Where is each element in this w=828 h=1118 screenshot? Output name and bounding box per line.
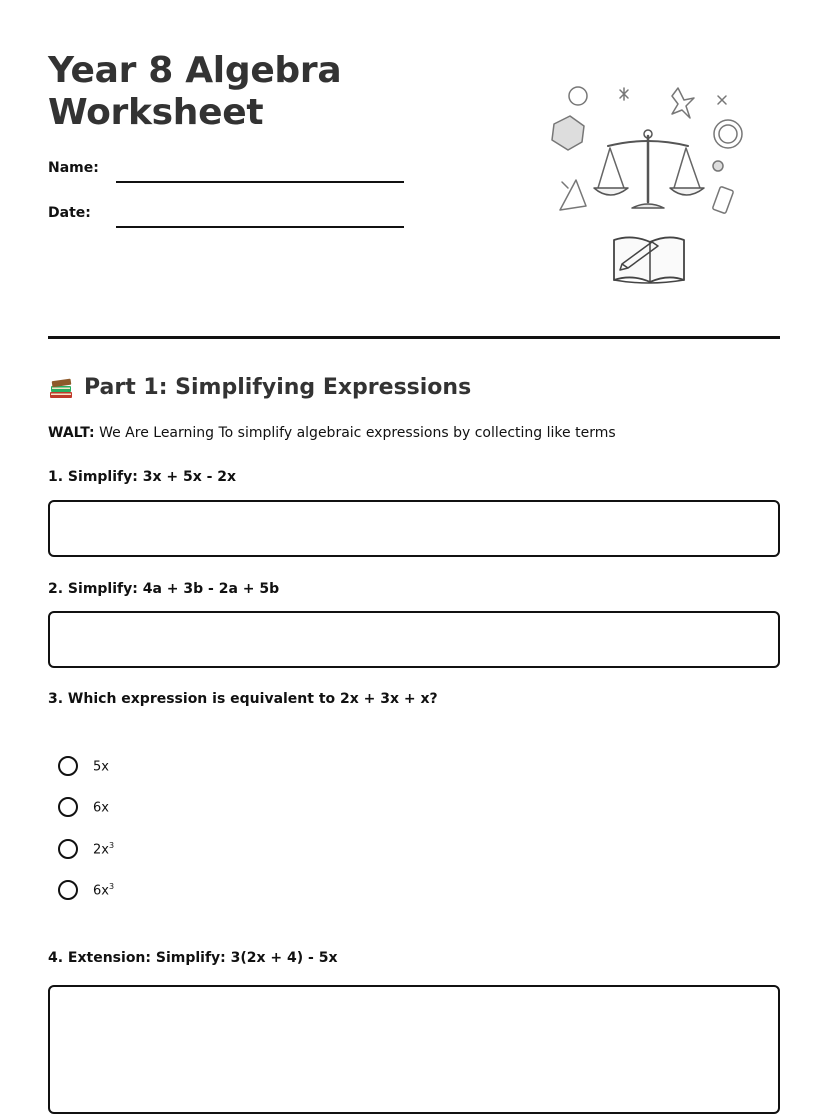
name-input-line[interactable] [116, 181, 404, 183]
option-text [93, 799, 109, 815]
question-2-label: 2. Simplify: 4a + 3b - 2a + 5b [48, 581, 280, 597]
triangle-doodle-icon [560, 180, 586, 210]
date-input-line[interactable] [116, 226, 404, 228]
star-doodle-icon [672, 88, 694, 118]
option-base: 6x [93, 883, 109, 899]
option-exponent: 3 [108, 840, 115, 850]
books-icon [48, 374, 74, 400]
option-base: 6x [93, 800, 109, 816]
option-text [93, 758, 109, 774]
question-4-label: 4. Extension: Simplify: 3(2x + 4) - 5x [48, 950, 338, 966]
ring-doodle-icon [714, 120, 742, 148]
cross-doodle-icon [718, 96, 726, 104]
radio-button[interactable] [58, 756, 78, 776]
radio-button[interactable] [58, 839, 78, 859]
radio-button[interactable] [58, 797, 78, 817]
question-3-option-3[interactable] [58, 837, 114, 861]
date-label: Date: [48, 205, 91, 221]
walt-text: We Are Learning To simplify algebraic expressions by collecting like terms [94, 425, 616, 441]
question-2-answer-box[interactable] [48, 611, 780, 668]
walt-statement [48, 425, 616, 441]
page-title: Year 8 Algebra Worksheet [48, 50, 342, 133]
polyhedron-doodle-icon [552, 116, 584, 150]
section-title-text: Part 1: Simplifying Expressions [84, 374, 472, 400]
question-1-label: 1. Simplify: 3x + 5x - 2x [48, 469, 237, 485]
walt-prefix: WALT: [48, 425, 95, 441]
option-base: 5x [93, 759, 109, 775]
date-field-row [48, 205, 408, 229]
question-3-option-1[interactable] [58, 754, 109, 778]
radio-button[interactable] [58, 880, 78, 900]
circle-doodle-icon [569, 87, 587, 105]
question-3-label: 3. Which expression is equivalent to 2x + 3x + x? [48, 691, 438, 707]
question-1-answer-box[interactable] [48, 500, 780, 557]
section-title [48, 374, 471, 400]
option-text [93, 882, 114, 898]
option-base: 2x [93, 842, 109, 858]
name-field-row [48, 160, 408, 184]
section-divider [48, 336, 780, 339]
balance-scale-illustration [540, 80, 760, 290]
name-label: Name: [48, 160, 99, 176]
question-4-answer-box[interactable] [48, 985, 780, 1114]
question-3-option-2[interactable] [58, 795, 109, 819]
question-3-option-4[interactable] [58, 878, 114, 902]
sparkle-doodle-icon [620, 88, 628, 100]
option-text [93, 841, 114, 857]
option-exponent: 3 [108, 881, 115, 891]
calculator-doodle-icon [712, 186, 733, 213]
